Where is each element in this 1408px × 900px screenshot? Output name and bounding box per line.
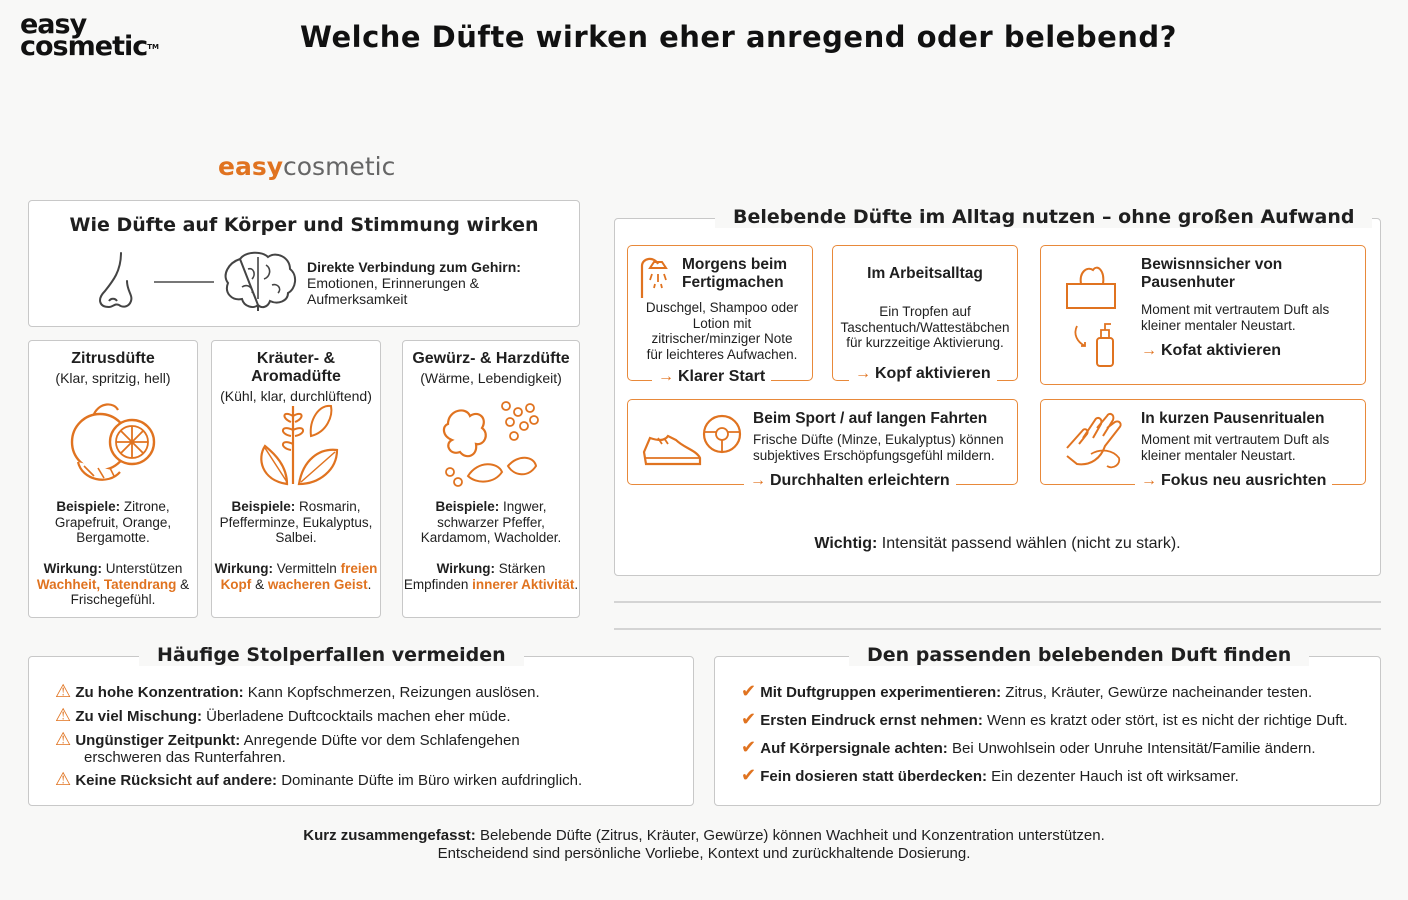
finding-label: Mit Duftgruppen experimentieren: <box>760 684 1002 701</box>
scent-examples <box>212 499 380 546</box>
effect-and: & <box>255 576 265 592</box>
warning-icon: ⚠ <box>55 681 72 701</box>
effect-text: Unterstützen <box>105 561 183 576</box>
brand-logo <box>20 9 159 62</box>
brand-logo-secondary <box>218 152 395 181</box>
alltag-section <box>614 206 1381 576</box>
tip-text: Moment mit vertrautem Duft als kleiner mentaler Neustart. <box>1141 302 1330 333</box>
examples-text: Zitrone, Grapefruit, Orange, Bergamotte. <box>54 499 172 545</box>
warning-icon: ⚠ <box>55 705 72 725</box>
arrow-right-icon: → <box>1141 472 1157 489</box>
pitfalls-title: Häufige Stolperfallen vermeiden <box>139 644 524 666</box>
arrow-right-icon: → <box>855 365 871 382</box>
summary-line1: Belebende Düfte (Zitrus, Kräuter, Gewürze) können Wachheit und Konzentration unterstützen. <box>479 827 1105 844</box>
pitfall-label: Zu viel Mischung: <box>75 708 202 725</box>
senses-section <box>28 200 580 327</box>
pitfall-item <box>55 683 540 701</box>
scent-effect <box>403 561 579 592</box>
finding-item <box>741 767 1239 785</box>
arrow-right-icon: → <box>658 368 674 385</box>
important-note <box>615 535 1380 553</box>
tip-action <box>744 472 956 490</box>
pitfall-text: Kann Kopfschmerzen, Reizungen auslösen. <box>247 684 540 701</box>
effect-text: Vermitteln <box>276 561 337 576</box>
finding-label: Ersten Eindruck ernst nehmen: <box>760 712 983 729</box>
scent-examples <box>29 499 197 546</box>
tip-action <box>1135 472 1332 490</box>
scent-title: Gewürz- & Harzdüfte <box>412 350 570 367</box>
finding-text: Ein dezenter Hauch ist oft wirksamer. <box>991 768 1239 785</box>
herbs-icon <box>247 396 347 488</box>
tip-title: Morgens beim Fertigmachen <box>682 256 788 291</box>
tip-action <box>849 365 997 383</box>
tip-action-label: Kopf aktivieren <box>875 365 991 382</box>
hands-icon <box>1061 408 1131 474</box>
examples-text: Rosmarin, Pfefferminze, Eukalyptus, Salbei. <box>219 499 373 545</box>
scent-subtitle: (Klar, spritzig, hell) <box>55 370 171 386</box>
effect-label: Wirkung: <box>43 561 103 576</box>
senses-text: Emotionen, Erinnerungen & Aufmerksamkeit <box>307 275 479 307</box>
tip-title: In kurzen Pausenritualen <box>1141 410 1325 427</box>
scent-card-spices <box>402 340 580 618</box>
scent-examples <box>403 499 579 546</box>
effect-highlight: Wachheit, Tatendrang <box>36 576 177 592</box>
examples-label: Beispiele: <box>56 499 121 514</box>
tip-text: Moment mit vertrautem Duft als kleiner mentaler Neustart. <box>1141 432 1330 463</box>
senses-label: Direkte Verbindung zum Gehirn: <box>307 259 521 275</box>
scent-subtitle: (Kühl, klar, durchlüftend) <box>220 388 372 404</box>
tip-title: Beim Sport / auf langen Fahrten <box>753 410 988 427</box>
tip-card-ritual <box>1040 399 1366 489</box>
finding-item <box>741 683 1312 701</box>
nose-icon <box>91 251 151 313</box>
check-circle-icon: ✔ <box>741 737 757 757</box>
pitfall-item <box>55 771 582 789</box>
examples-label: Beispiele: <box>231 499 296 514</box>
pitfall-text: Dominante Düfte im Büro wirken aufdringlich. <box>281 772 583 789</box>
finding-label: Fein dosieren statt überdecken: <box>760 768 987 785</box>
tip-title: Bewisnnsicher von Pausenhuter <box>1141 256 1283 291</box>
logo-line1: easy <box>20 9 87 40</box>
brain-icon <box>222 249 298 313</box>
scent-title: Zitrusdüfte <box>71 350 155 367</box>
pitfall-item <box>55 707 511 725</box>
spices-icon <box>438 396 546 488</box>
examples-label: Beispiele: <box>435 499 500 514</box>
finding-text: Bei Unwohlsein oder Unruhe Intensität/Familie ändern. <box>951 740 1316 757</box>
tip-action-label: Kofat aktivieren <box>1161 342 1282 359</box>
check-circle-icon: ✔ <box>741 709 757 729</box>
tip-card-sport <box>627 399 1018 489</box>
effect-label: Wirkung: <box>214 561 274 576</box>
scent-subtitle: (Wärme, Lebendigkeit) <box>420 370 562 386</box>
shower-icon <box>636 254 674 300</box>
divider <box>614 601 1381 603</box>
trademark: TM <box>147 43 159 51</box>
effect-highlight-2: wacheren Geist <box>267 576 368 592</box>
effect-text-end: . <box>367 576 372 592</box>
senses-title: Wie Düfte auf Körper und Stimmung wirken <box>69 214 539 236</box>
pitfall-label: Zu hohe Konzentration: <box>75 684 244 701</box>
logo-mid-cosmetic: cosmetic <box>283 152 396 181</box>
pitfall-text-2: erschweren das Runterfahren. <box>84 749 286 766</box>
note-text: Intensität passend wählen (nicht zu stark). <box>881 535 1181 552</box>
warning-icon: ⚠ <box>55 729 72 749</box>
effect-highlight: freien Kopf <box>220 561 378 592</box>
senses-description <box>307 259 521 307</box>
tissue-box-icon <box>1063 262 1123 370</box>
tip-action-label: Klarer Start <box>678 368 766 385</box>
pitfall-label: Ungünstiger Zeitpunkt: <box>75 732 241 749</box>
alltag-title: Belebende Düfte im Alltag nutzen – ohne großen Aufwand <box>715 206 1372 228</box>
logo-mid-easy: easy <box>218 152 284 181</box>
tip-card-work <box>832 245 1018 381</box>
pitfalls-section <box>28 644 694 806</box>
finding-label: Auf Körpersignale achten: <box>760 740 948 757</box>
summary <box>0 827 1408 863</box>
tip-card-morning <box>627 245 813 385</box>
tip-action-label: Durchhalten erleichtern <box>770 472 950 489</box>
effect-text-end: & Frischegefühl. <box>70 576 190 607</box>
tip-text: Duschgel, Shampoo oder Lotion mit zitrischer/minziger Note für leichteres Aufwachen. <box>645 300 799 362</box>
finding-text: Wenn es kratzt oder stört, ist es nicht der richtige Duft. <box>987 712 1348 729</box>
examples-text: Ingwer, schwarzer Pfeffer, Kardamom, Wacholder. <box>420 499 562 545</box>
connector-line <box>154 281 214 283</box>
pitfall-item <box>55 731 520 766</box>
summary-line2: Entscheidend sind persönliche Vorliebe, Kontext und zurückhaltende Dosierung. <box>437 845 971 862</box>
scent-card-herbs <box>211 340 381 618</box>
tip-action <box>652 368 771 386</box>
scent-effect <box>212 561 380 592</box>
scent-title: Kräuter- & Aromadüfte <box>251 350 341 385</box>
finding-section <box>714 644 1381 806</box>
pitfall-label: Keine Rücksicht auf andere: <box>75 772 278 789</box>
pitfall-text: Überladene Duftcocktails machen eher müde. <box>206 708 511 725</box>
effect-label: Wirkung: <box>436 561 496 576</box>
logo-line2: cosmetic <box>20 31 148 62</box>
finding-item <box>741 711 1348 729</box>
tip-title: Im Arbeitsalltag <box>867 265 983 282</box>
divider <box>614 628 1381 630</box>
tip-text: Frische Düfte (Minze, Eukalyptus) können subjektives Erschöpfungsgefühl mildern. <box>753 432 1004 463</box>
tip-action-label: Fokus neu ausrichten <box>1161 472 1327 489</box>
check-circle-icon: ✔ <box>741 681 757 701</box>
finding-title: Den passenden belebenden Duft finden <box>849 644 1309 666</box>
arrow-right-icon: → <box>1141 342 1157 359</box>
tip-action <box>1135 342 1287 360</box>
sneaker-icon <box>642 412 742 472</box>
citrus-icon <box>64 396 164 488</box>
pitfall-text: Anregende Düfte vor dem Schlafengehen <box>243 732 520 749</box>
tip-card-pause <box>1040 245 1366 385</box>
finding-text: Zitrus, Kräuter, Gewürze nacheinander testen. <box>1005 684 1313 701</box>
scent-card-citrus <box>28 340 198 618</box>
tip-text: Ein Tropfen auf Taschentuch/Wattestäbchen für kurzzeitige Aktivierung. <box>840 304 1010 350</box>
check-circle-icon: ✔ <box>741 765 757 785</box>
note-label: Wichtig: <box>814 535 878 552</box>
effect-highlight: innerer Aktivität <box>472 576 575 592</box>
scent-effect <box>29 561 197 608</box>
effect-text-end: . <box>574 576 579 592</box>
effect-text: Stärken Empfinden <box>403 561 546 592</box>
arrow-right-icon: → <box>750 472 766 489</box>
page-title: Welche Düfte wirken eher anregend oder belebend? <box>300 20 1178 54</box>
finding-item <box>741 739 1316 757</box>
warning-icon: ⚠ <box>55 769 72 789</box>
summary-label: Kurz zusammengefasst: <box>303 827 476 844</box>
